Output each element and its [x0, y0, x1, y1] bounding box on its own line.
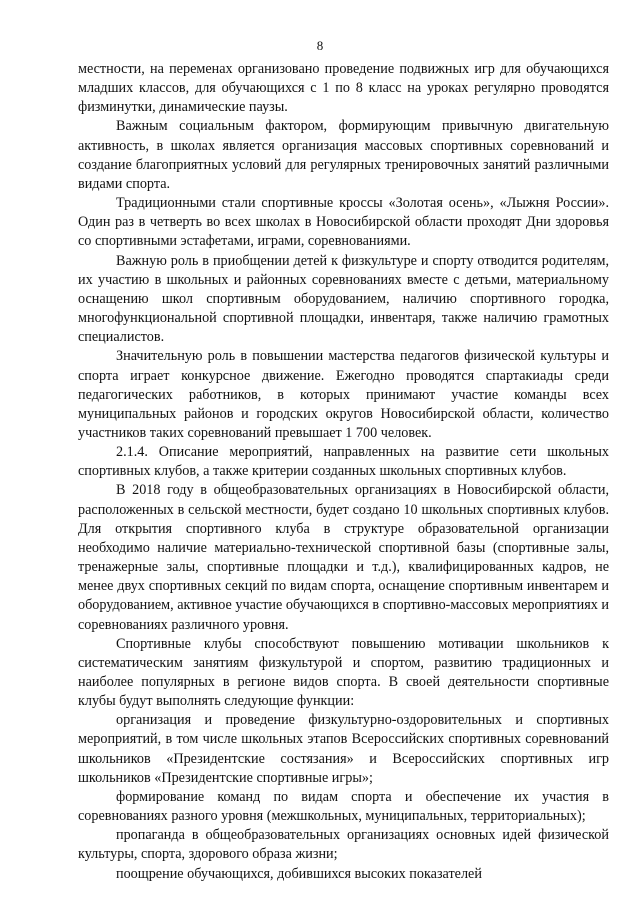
body-text — [78, 60, 609, 884]
paragraph-social-factor: Важным социальным фактором, формирующим привычную двигательную активность, в школах является организация массовых спортивных соревнований и создание благоприятных условий для регулярных тренировочных занятий различными видами спорта. — [78, 118, 609, 192]
list-item-teams: формирование команд по видам спорта и обеспечение их участия в соревнованиях разного уровня (межшкольных, муниципальных, территориальных); — [78, 788, 609, 825]
paragraph-teachers-competition: Значительную роль в повышении мастерства педагогов физической культуры и спорта играет конкурсное движение. Ежегодно проводятся спартакиады среди педагогических работников, в которых принимают участие команды всех муниципальных районов и городских округов Новосибирской области, количество участников таких соревнований превышает 1 700 человек. — [78, 348, 609, 441]
paragraph-clubs-2018: В 2018 году в общеобразовательных организациях в Новосибирской области, расположенных в сельской местности, будет создано 10 школьных спортивных клубов. Для открытия спортивного клуба в структуре образовательной организации необходимо наличие материально-технической спортивной базы (спортивные залы, тренажерные залы, спортивные площадки и т.д.), квалифицированных кадров, не менее двух спортивных секций по видам спорта, оснащение спортивным инвентарем и оборудованием, активное участие обучающихся в спортивно-массовых мероприятиях и соревнованиях различного уровня. — [78, 482, 609, 633]
section-heading-2-1-4: 2.1.4. Описание мероприятий, направленных на развитие сети школьных спортивных клубов, а также критерии созданных школьных спортивных клубов. — [78, 444, 609, 480]
list-item-encouragement: поощрение обучающихся, добившихся высоких показателей — [116, 865, 482, 882]
list-item-organization: организация и проведение физкультурно-оздоровительных и спортивных мероприятий, в том числе школьных этапов Всероссийских спортивных соревнований школьников «Президентские состязания» и Всероссийских спортивных игр школьников «Президентские спортивные игры»; — [78, 712, 609, 786]
paragraph-traditional-events: Традиционными стали спортивные кроссы «Золотая осень», «Лыжня России». Один раз в четверть во всех школах в Новосибирской области проходят Дни здоровья со спортивными эстафетами, играми, соревнованиями. — [78, 195, 609, 250]
page-number: 8 — [316, 38, 324, 53]
paragraph-clubs-functions: Спортивные клубы способствуют повышению мотивации школьников к систематическим занятиям физкультурой и спортом, развитию традиционных и наиболее популярных в регионе видов спорта. В своей деятельности спортивные клубы будут выполнять следующие функции: — [78, 635, 609, 710]
paragraph-continuation: местности, на переменах организовано проведение подвижных игр для обучающихся младших классов, для обучающихся с 1 по 8 класс на уроках регулярно проводятся физминутки, динамические паузы. — [78, 61, 609, 116]
paragraph-parents-role: Важную роль в приобщении детей к физкультуре и спорту отводится родителям, их участию в школьных и районных соревнованиях вместе с детьми, материальному оснащению школ спортивным оборудованием, наличию спортивного городка, многофункциональной спортивной площадки, инвентаря, также наличию грамотных специалистов. — [78, 252, 609, 346]
list-item-propaganda: пропаганда в общеобразовательных организациях основных идей физической культуры, спорта, здорового образа жизни; — [78, 827, 609, 863]
